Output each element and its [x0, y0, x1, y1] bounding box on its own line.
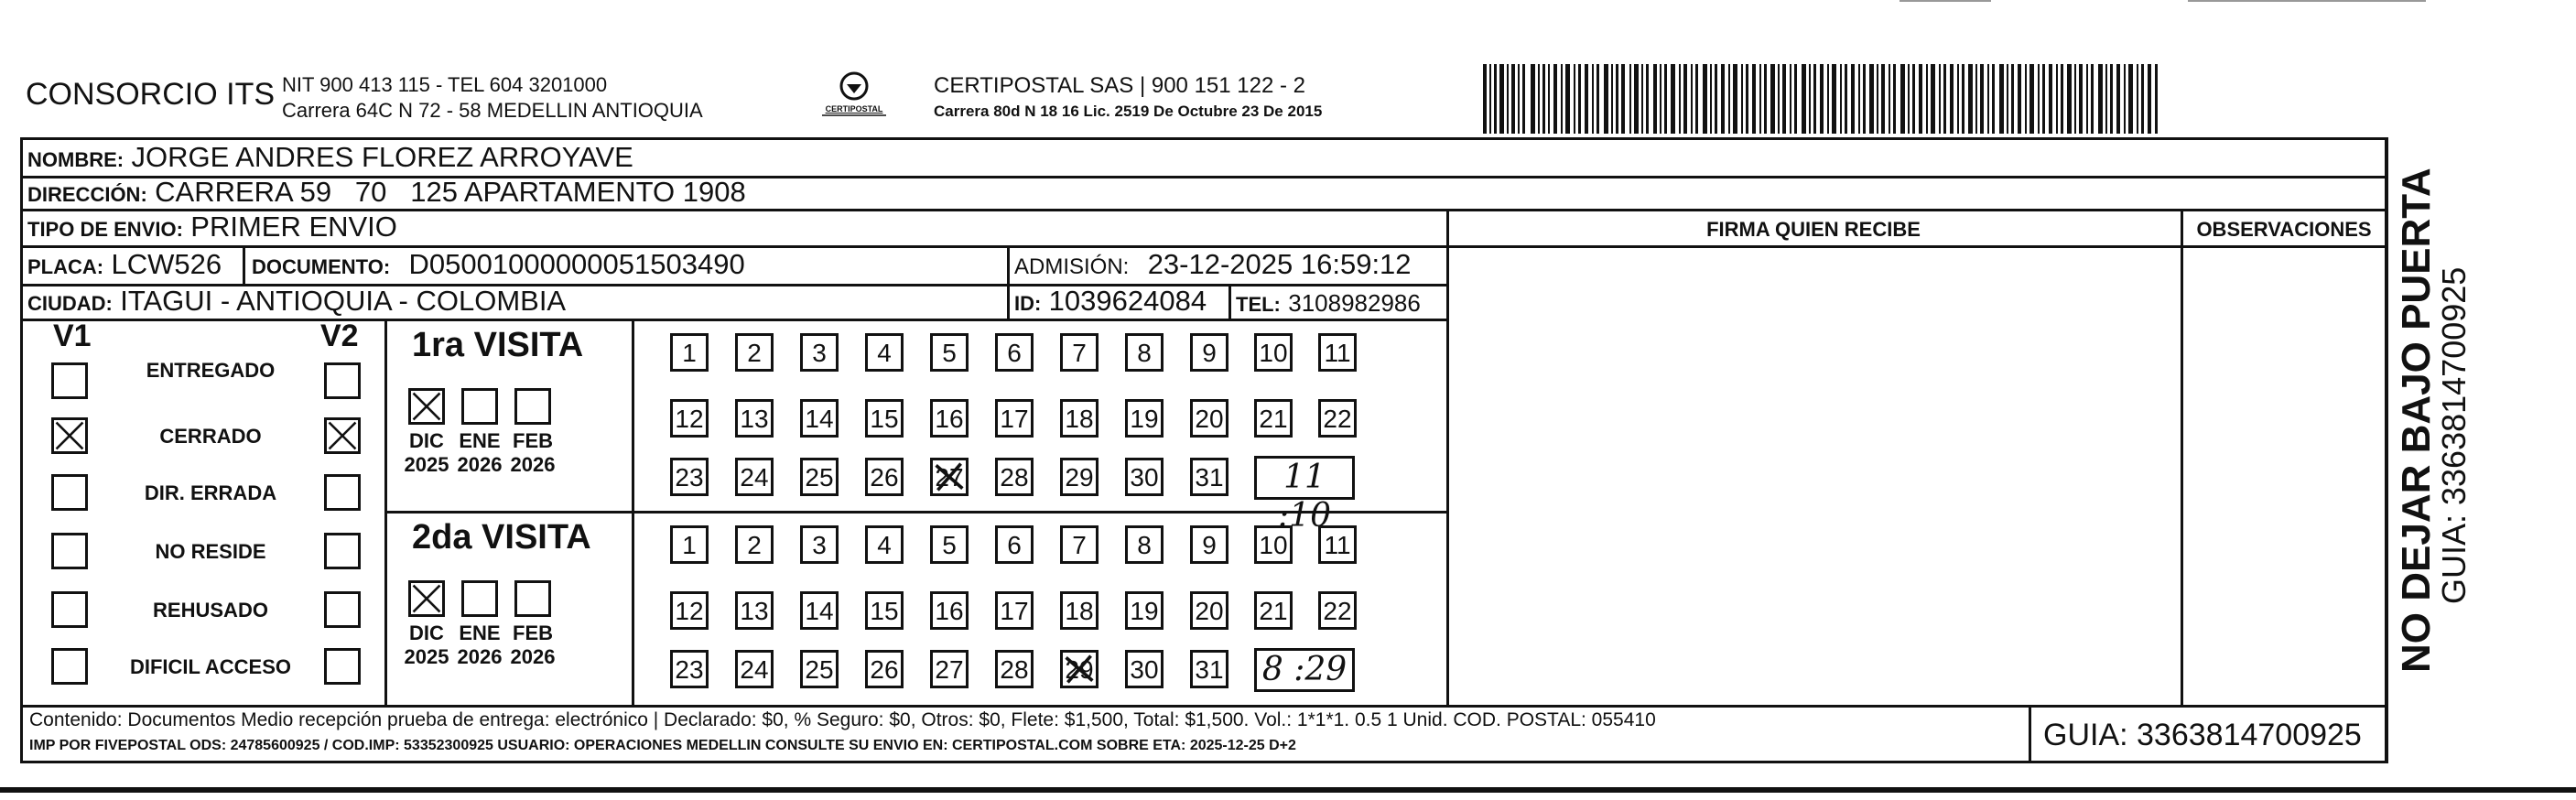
year-label: 2026 [510, 453, 556, 476]
day-box[interactable] [995, 525, 1034, 564]
year-label: 2026 [457, 453, 503, 476]
month-checkbox[interactable] [514, 388, 551, 425]
day-number: 8 [1137, 531, 1152, 559]
id-label: ID: [1014, 292, 1042, 315]
day-mark-icon [1063, 653, 1096, 686]
col-line [1228, 284, 1231, 319]
month-checkbox[interactable] [408, 388, 445, 425]
month-label: DIC [409, 622, 444, 644]
day-box[interactable] [800, 525, 839, 564]
company-name: CONSORCIO ITS [26, 77, 276, 112]
day-number: 3 [812, 531, 827, 559]
side-line2: GUIA: 3363814700925 [2435, 266, 2473, 604]
v2-label: V2 [320, 319, 359, 353]
day-box[interactable] [995, 591, 1034, 630]
day-number: 27 [935, 655, 964, 684]
nombre-row [27, 142, 633, 176]
day-number: 1 [682, 339, 697, 367]
day-box[interactable] [1190, 525, 1228, 564]
day-mark-icon [933, 460, 966, 493]
placa-cell [27, 249, 222, 283]
status-reason-label: ENTREGADO [146, 359, 276, 382]
certipostal-logo [813, 68, 895, 123]
ciudad-label: CIUDAD: [27, 292, 113, 315]
id-cell [1014, 286, 1207, 319]
col-line [2029, 705, 2031, 763]
month-label: ENE [459, 622, 501, 644]
day-box[interactable] [670, 399, 709, 438]
day-box[interactable] [865, 525, 904, 564]
day-number: 6 [1007, 339, 1022, 367]
nombre-label: NOMBRE: [27, 148, 124, 171]
day-box[interactable] [1060, 650, 1099, 688]
admision-value: 23-12-2025 16:59:12 [1147, 248, 1412, 280]
day-number: 21 [1259, 405, 1288, 433]
day-number: 21 [1259, 597, 1288, 625]
year-label: 2026 [510, 645, 556, 668]
day-number: 10 [1259, 339, 1288, 367]
col-line [1446, 209, 1449, 705]
day-number: 20 [1195, 405, 1224, 433]
day-box[interactable] [930, 650, 969, 688]
day-number: 25 [805, 463, 834, 492]
direccion-label: DIRECCIÓN: [27, 183, 147, 206]
day-number: 25 [805, 655, 834, 684]
time-box[interactable] [1254, 648, 1355, 692]
day-box[interactable] [995, 333, 1034, 372]
ciudad-value: ITAGUI - ANTIOQUIA - COLOMBIA [120, 285, 567, 317]
day-box[interactable] [1125, 591, 1164, 630]
placa-label: PLACA: [27, 255, 104, 278]
day-box[interactable] [735, 458, 774, 496]
day-box[interactable] [865, 333, 904, 372]
status-reason-label: CERRADO [159, 425, 262, 448]
month-label: DIC [409, 429, 444, 452]
month-checkbox[interactable] [461, 388, 498, 425]
day-box[interactable] [800, 650, 839, 688]
day-number: 24 [740, 655, 769, 684]
day-number: 4 [877, 531, 892, 559]
status-reason-label: DIR. ERRADA [144, 481, 277, 504]
day-number: 2 [747, 531, 762, 559]
logo-text: CERTIPOSTAL [825, 104, 883, 114]
day-number: 8 [1137, 339, 1152, 367]
day-box[interactable] [865, 399, 904, 438]
day-number: 12 [675, 405, 704, 433]
day-number: 22 [1323, 405, 1352, 433]
day-box[interactable] [670, 650, 709, 688]
day-number: 11 [1324, 531, 1351, 559]
firma-header: FIRMA QUIEN RECIBE [1706, 218, 1921, 241]
v2-checkbox[interactable] [324, 591, 361, 628]
day-number: 31 [1195, 655, 1224, 684]
v2-checkbox[interactable] [324, 533, 361, 569]
day-number: 19 [1130, 405, 1159, 433]
day-number: 24 [740, 463, 769, 492]
day-number: 14 [805, 405, 834, 433]
day-box[interactable] [995, 399, 1034, 438]
year-label: 2025 [404, 645, 449, 668]
day-number: 31 [1195, 463, 1224, 492]
v2-checkbox[interactable] [324, 362, 361, 399]
day-box[interactable] [930, 591, 969, 630]
observaciones-header: OBSERVACIONES [2196, 218, 2372, 241]
visit-title: 2da VISITA [412, 518, 591, 557]
documento-value: D05001000000051503490 [408, 248, 745, 280]
day-number: 11 [1324, 339, 1351, 367]
month-checkbox[interactable] [408, 580, 445, 617]
day-box[interactable] [930, 458, 969, 496]
day-box[interactable] [1060, 591, 1099, 630]
day-box[interactable] [1254, 399, 1293, 438]
top-edge-mark [1900, 0, 1991, 2]
month-checkbox[interactable] [514, 580, 551, 617]
year-label: 2026 [457, 645, 503, 668]
day-number: 30 [1130, 655, 1159, 684]
day-number: 17 [1000, 597, 1029, 625]
status-reason-label: NO RESIDE [155, 540, 266, 563]
day-box[interactable] [800, 591, 839, 630]
v2-checkbox[interactable] [324, 474, 361, 511]
day-box[interactable] [670, 591, 709, 630]
documento-cell [252, 249, 745, 283]
tel-cell [1236, 287, 1421, 320]
day-number: 19 [1130, 597, 1159, 625]
day-box[interactable] [1125, 650, 1164, 688]
v1-label: V1 [53, 319, 92, 353]
day-number: 15 [870, 405, 899, 433]
day-box[interactable] [1190, 591, 1228, 630]
carrier-address: Carrera 80d N 18 16 Lic. 2519 De Octubre 23 De 2015 [934, 103, 1323, 120]
footer-guia: GUIA: 3363814700925 [2043, 718, 2362, 752]
id-value: 1039624084 [1048, 285, 1207, 317]
nit-line: NIT 900 413 115 - TEL 604 3201000 [282, 73, 608, 96]
day-number: 15 [870, 597, 899, 625]
day-number: 6 [1007, 531, 1022, 559]
day-box[interactable] [865, 650, 904, 688]
day-box[interactable] [800, 399, 839, 438]
day-box[interactable] [1254, 333, 1293, 372]
day-number: 1 [682, 531, 697, 559]
col-line [2386, 137, 2388, 763]
day-box[interactable] [735, 399, 774, 438]
day-number: 9 [1202, 531, 1217, 559]
address-line: Carrera 64C N 72 - 58 MEDELLIN ANTIOQUIA [282, 99, 703, 122]
day-number: 17 [1000, 405, 1029, 433]
day-number: 7 [1072, 531, 1087, 559]
day-box[interactable] [930, 399, 969, 438]
day-number: 28 [1000, 463, 1029, 492]
tipo-value: PRIMER ENVIO [190, 211, 397, 243]
day-number: 3 [812, 339, 827, 367]
direccion-row [27, 177, 746, 211]
col-line [2181, 209, 2183, 705]
direccion-value: CARRERA 59 70 125 APARTAMENTO 1908 [155, 176, 746, 208]
day-number: 2 [747, 339, 762, 367]
day-box[interactable] [1125, 525, 1164, 564]
tipo-row [27, 211, 397, 245]
placa-value: LCW526 [111, 248, 222, 280]
day-number: 22 [1323, 597, 1352, 625]
barcode [1483, 64, 2160, 134]
day-number: 5 [942, 339, 957, 367]
admision-cell [1014, 249, 1412, 283]
time-box[interactable] [1254, 456, 1355, 535]
admision-label: ADMISIÓN: [1014, 254, 1130, 279]
day-box[interactable] [670, 525, 709, 564]
day-number: 13 [740, 405, 769, 433]
tel-label: TEL: [1236, 293, 1281, 316]
row-line [20, 705, 2387, 708]
day-box[interactable] [1060, 458, 1099, 496]
day-number: 7 [1072, 339, 1087, 367]
day-number: 29 [1065, 463, 1094, 492]
footer-imp: IMP POR FIVEPOSTAL ODS: 24785600925 / COD.IMP: 53352300925 USUARIO: OPERACIONES MEDELLIN CONSULTE SU ENVIO EN: CERTIPOSTAL.COM SOBRE ETA: 2025-12-25 D+2 [29, 738, 1296, 753]
day-box[interactable] [865, 458, 904, 496]
month-label: FEB [513, 429, 553, 452]
carrier-line: CERTIPOSTAL SAS | 900 151 122 - 2 [934, 73, 1305, 98]
time-value: 8 :29 [1261, 651, 1348, 688]
ciudad-cell [27, 286, 566, 319]
day-number: 5 [942, 531, 957, 559]
day-number: 14 [805, 597, 834, 625]
side-line1: NO DEJAR BAJO PUERTA [2394, 168, 2439, 673]
day-box[interactable] [865, 591, 904, 630]
col-line [1007, 245, 1010, 319]
day-number: 20 [1195, 597, 1224, 625]
day-box[interactable] [1125, 399, 1164, 438]
day-box[interactable] [995, 650, 1034, 688]
day-number: 23 [675, 655, 704, 684]
day-box[interactable] [670, 333, 709, 372]
day-box[interactable] [800, 333, 839, 372]
day-number: 30 [1130, 463, 1159, 492]
day-box[interactable] [1318, 399, 1357, 438]
day-box[interactable] [1254, 525, 1293, 564]
day-number: 29 [1065, 655, 1094, 684]
documento-label: DOCUMENTO: [252, 255, 391, 278]
day-box[interactable] [1318, 591, 1357, 630]
day-box[interactable] [1318, 333, 1357, 372]
day-box[interactable] [1125, 333, 1164, 372]
day-box[interactable] [670, 458, 709, 496]
day-number: 16 [935, 405, 964, 433]
day-box[interactable] [1190, 458, 1228, 496]
day-box[interactable] [1254, 591, 1293, 630]
day-box[interactable] [995, 458, 1034, 496]
day-box[interactable] [1060, 399, 1099, 438]
day-box[interactable] [1060, 525, 1099, 564]
day-number: 18 [1065, 597, 1094, 625]
day-number: 28 [1000, 655, 1029, 684]
day-number: 18 [1065, 405, 1094, 433]
v2-checkbox[interactable] [324, 648, 361, 685]
day-box[interactable] [1190, 333, 1228, 372]
day-box[interactable] [1125, 458, 1164, 496]
day-number: 4 [877, 339, 892, 367]
day-number: 9 [1202, 339, 1217, 367]
tipo-label: TIPO DE ENVIO: [27, 218, 183, 241]
month-label: FEB [513, 622, 553, 644]
day-box[interactable] [1318, 525, 1357, 564]
day-box[interactable] [930, 333, 969, 372]
year-label: 2025 [404, 453, 449, 476]
day-number: 10 [1259, 531, 1288, 559]
day-number: 23 [675, 463, 704, 492]
day-number: 12 [675, 597, 704, 625]
v2-checkbox[interactable] [324, 417, 361, 454]
visit-title: 1ra VISITA [412, 326, 584, 364]
nombre-value: JORGE ANDRES FLOREZ ARROYAVE [131, 141, 633, 173]
status-reason-label: REHUSADO [153, 599, 268, 622]
footer-contenido: Contenido: Documentos Medio recepción prueba de entrega: electrónico | Declarado: $0, % Seguro: $0, Otros: $0, Flete: $1,500, Total: $1,500. Vol.: 1*1*1. 0.5 1 Unid. COD. POSTAL: 055410 [29, 709, 1656, 730]
tel-value: 3108982986 [1288, 289, 1421, 317]
day-box[interactable] [1060, 333, 1099, 372]
col-line [243, 245, 245, 284]
bottom-rule [0, 787, 2576, 793]
month-checkbox[interactable] [461, 580, 498, 617]
day-box[interactable] [735, 333, 774, 372]
day-number: 27 [935, 463, 964, 492]
day-box[interactable] [735, 591, 774, 630]
top-edge-mark [2188, 0, 2426, 2]
month-label: ENE [459, 429, 501, 452]
day-number: 26 [870, 655, 899, 684]
day-box[interactable] [930, 525, 969, 564]
day-box[interactable] [1190, 399, 1228, 438]
day-box[interactable] [800, 458, 839, 496]
day-box[interactable] [735, 525, 774, 564]
day-number: 13 [740, 597, 769, 625]
day-number: 16 [935, 597, 964, 625]
status-reason-label: DIFICIL ACCESO [129, 655, 291, 678]
day-box[interactable] [735, 650, 774, 688]
day-box[interactable] [1190, 650, 1228, 688]
day-number: 26 [870, 463, 899, 492]
time-value: 11 :10 [1278, 459, 1331, 535]
